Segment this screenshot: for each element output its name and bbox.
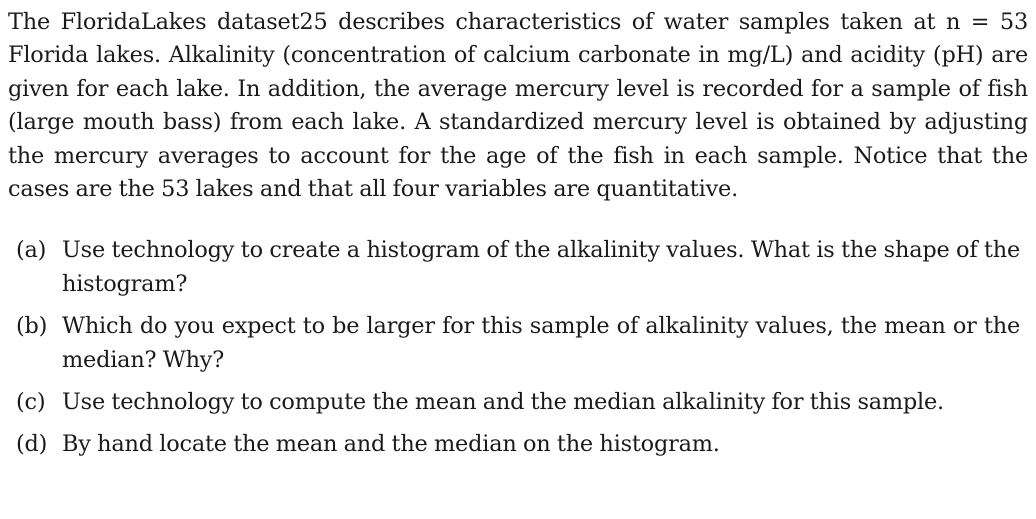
intro-paragraph: The FloridaLakes dataset25 describes characteristics of water samples taken at n = 53 Florida lakes. Alkalinity (concentration of calcium carbonate in mg/L) and acidity (pH) are given for each lake. In addition, the average mercury level is recorded for a sample of fish (large mouth bass) from each lake. A standardized mercury level is obtained by adjusting the mercury averages to account for the age of the fish in each sample. Notice that the cases are the 53 lakes and that all four variables are quantitative. [8,9,1028,203]
question-b [8,310,1028,377]
question-d [8,428,1028,461]
document-page [8,6,1028,471]
question-label: (a) [16,237,47,264]
question-text: Use technology to compute the mean and the median alkalinity for this sample. [62,389,944,416]
question-list [8,234,1028,461]
question-c [8,386,1028,419]
question-label: (d) [16,431,48,458]
question-label: (c) [16,389,46,416]
question-text: Use technology to create a histogram of the alkalinity values. What is the shape of the histogram? [62,237,1020,297]
question-a [8,234,1028,301]
question-label: (b) [16,313,48,340]
question-text: Which do you expect to be larger for this sample of alkalinity values, the mean or the median? Why? [62,313,1020,373]
question-text: By hand locate the mean and the median on the histogram. [62,431,720,458]
